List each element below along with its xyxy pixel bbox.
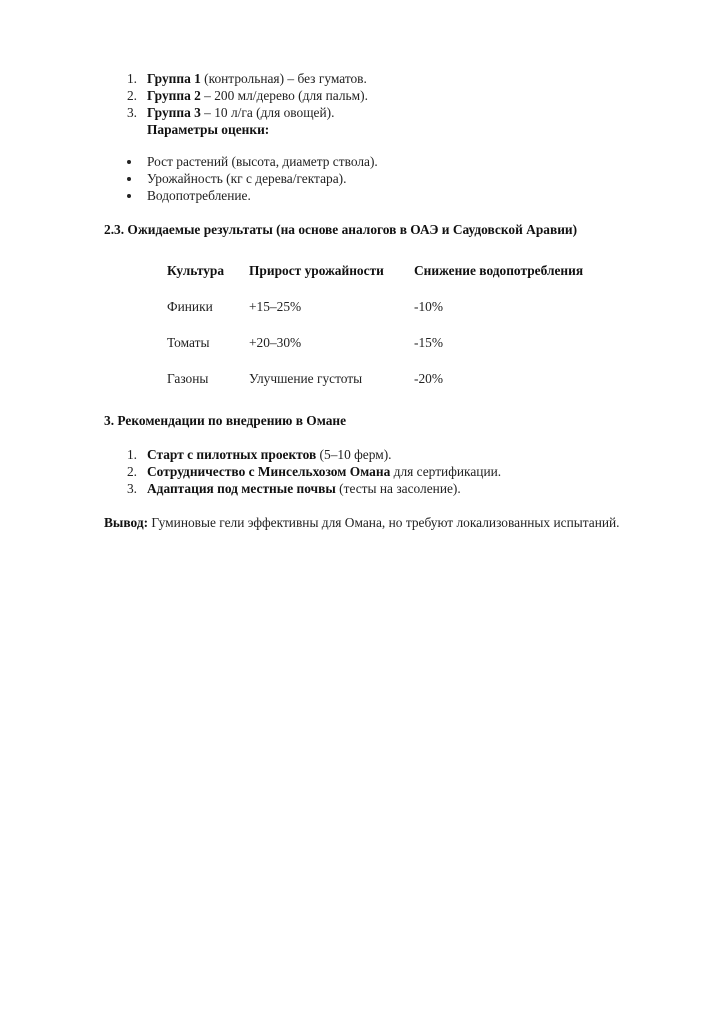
list-item: Урожайность (кг с дерева/гектара). [147,171,347,186]
table-cell: Газоны [167,371,209,386]
table-cell: Улучшение густоты [249,371,363,386]
recommendation-text: (тесты на засоление). [335,481,461,496]
group-text: (контрольная) – без гуматов. [200,71,367,86]
list-number: 1. [126,71,137,86]
recommendation-label: Адаптация под местные почвы [147,481,336,496]
list-number: 3. [126,105,137,120]
recommendation-label: Старт с пилотных проектов [147,447,317,462]
list-number: 1. [126,447,137,462]
table-cell: Томаты [167,335,210,350]
params-title: Параметры оценки: [147,122,270,137]
list-item: Водопотребление. [147,188,251,203]
recommendation-label: Сотрудничество с Минсельхозом Омана [147,464,391,479]
list-number: 2. [126,88,137,103]
table-header: Снижение водопотребления [414,263,584,278]
table-cell: -15% [414,335,444,350]
list-number: 3. [126,481,137,496]
table-header: Культура [167,263,225,278]
group-text: – 10 л/га (для овощей). [200,105,335,120]
list-item [147,104,334,121]
conclusion-text: Гуминовые гели эффективны для Омана, но требуют локализованных испытаний. [148,515,620,530]
table-cell: Финики [167,299,213,314]
list-item [147,70,367,87]
list-item [147,480,461,497]
table-cell: -20% [414,371,444,386]
bullet-icon [127,177,131,181]
section-heading: 3. Рекомендации по внедрению в Омане [104,413,347,428]
section-heading: 2.3. Ожидаемые результаты (на основе аналогов в ОАЭ и Саудовской Аравии) [104,222,578,237]
conclusion-label: Вывод: [104,515,149,530]
list-item [147,446,392,463]
group-label: Группа 3 [147,105,201,120]
group-label: Группа 1 [147,71,201,86]
table-cell: +15–25% [249,299,302,314]
table-cell: -10% [414,299,444,314]
table-header: Прирост урожайности [249,263,384,278]
list-item [147,87,368,104]
group-text: – 200 мл/дерево (для пальм). [200,88,368,103]
recommendation-text: (5–10 ферм). [316,447,392,462]
list-number: 2. [126,464,137,479]
bullet-icon [127,194,131,198]
list-item [147,463,501,480]
table-cell: +20–30% [249,335,302,350]
recommendation-text: для сертификации. [390,464,502,479]
bullet-icon [127,160,131,164]
list-item: Рост растений (высота, диаметр ствола). [147,154,378,169]
conclusion [104,514,620,531]
group-label: Группа 2 [147,88,201,103]
